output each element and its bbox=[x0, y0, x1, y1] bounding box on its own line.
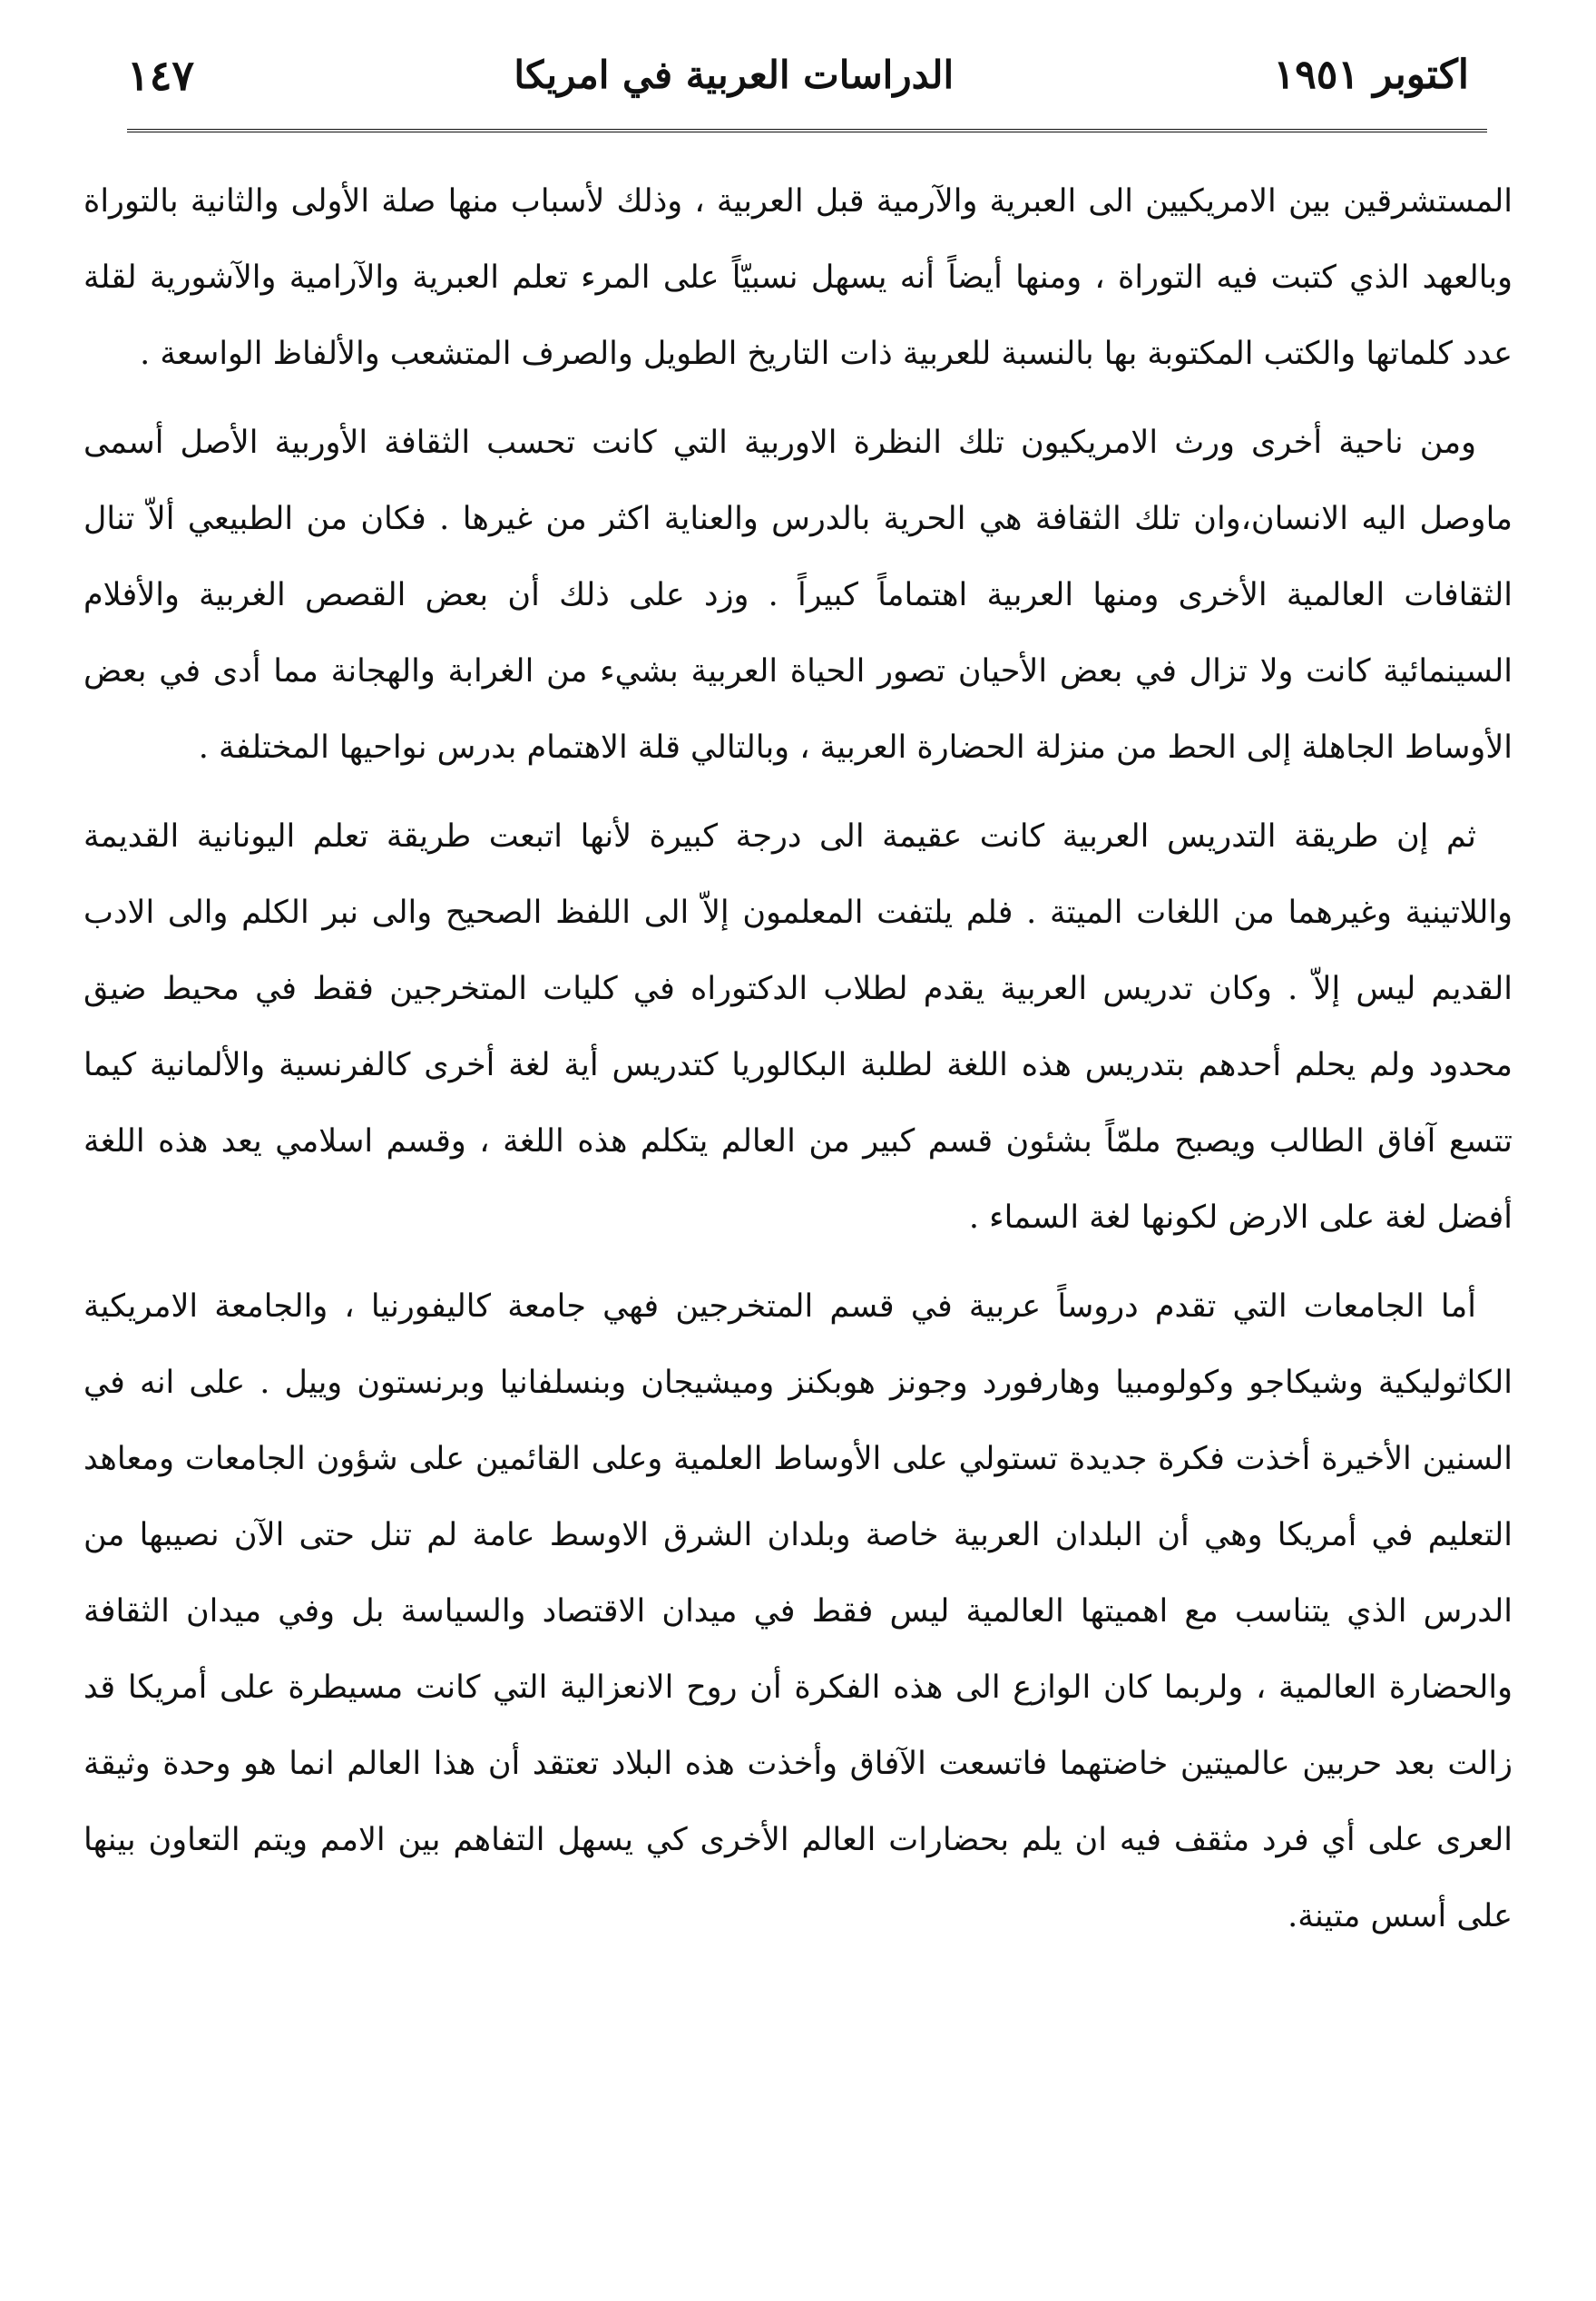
header-date: اكتوبر ١٩٥١ bbox=[1273, 52, 1469, 98]
body-paragraph-1: المستشرقين بين الامريكيين الى العبرية والآرمية قبل العربية ، وذلك لأسباب منها صلة الأولى والثانية بالتوراة وبالعهد الذي كتبت فيه التوراة ، ومنها أيضاً أنه يسهل نسبيّاً على المرء تعلم العبرية والآرامية والآشورية لقلة عدد كلماتها والكتب المكتوبة بها بالنسبة للعربية ذات التاريخ الطويل والصرف المتشعب والألفاظ الواسعة . bbox=[83, 183, 1513, 372]
running-header bbox=[127, 44, 1469, 107]
body-paragraph-2: ومن ناحية أخرى ورث الامريكيون تلك النظرة الاوربية التي كانت تحسب الثقافة الأوربية الأصل أسمى ماوصل اليه الانسان،وان تلك الثقافة هي الحرية بالدرس والعناية اكثر من غيرها . فكان من الطبيعي ألاّ تنال الثقافات العالمية الأخرى ومنها العربية اهتماماً كبيراً . وزد على ذلك أن بعض القصص الغربية والأفلام السينمائية كانت ولا تزال في بعض الأحيان تصور الحياة العربية بشيء من الغرابة والهجانة مما أدى في بعض الأوساط الجاهلة إلى الحط من منزلة الحضارة العربية ، وبالتالي قلة الاهتمام بدرس نواحيها المختلفة . bbox=[83, 425, 1513, 766]
header-divider bbox=[127, 129, 1487, 132]
page-number: ١٤٧ bbox=[127, 51, 195, 100]
header-title: الدراسات العربية في امريكا bbox=[514, 53, 955, 97]
article-body bbox=[83, 163, 1513, 1967]
body-paragraph-3: ثم إن طريقة التدريس العربية كانت عقيمة الى درجة كبيرة لأنها اتبعت طريقة تعلم اليونانية القديمة واللاتينية وغيرهما من اللغات الميتة . فلم يلتفت المعلمون إلاّ الى اللفظ الصحيح والى نبر الكلم والى الادب القديم ليس إلاّ . وكان تدريس العربية يقدم لطلاب الدكتوراه في كليات المتخرجين فقط في محيط ضيق محدود ولم يحلم أحدهم بتدريس هذه اللغة لطلبة البكالوريا كتدريس أية لغة أخرى كالفرنسية والألمانية كيما تتسع آفاق الطالب ويصبح ملمّاً بشئون قسم كبير من العالم يتكلم هذه اللغة ، وقسم اسلامي يعد هذه اللغة أفضل لغة على الارض لكونها لغة السماء . bbox=[83, 818, 1513, 1236]
body-paragraph-4: أما الجامعات التي تقدم دروساً عربية في قسم المتخرجين فهي جامعة كاليفورنيا ، والجامعة الامريكية الكاثوليكية وشيكاجو وكولومبيا وهارفورد وجونز هوبكنز وميشيجان وبنسلفانيا وبرنستون وييل . على انه في السنين الأخيرة أخذت فكرة جديدة تستولي على الأوساط العلمية وعلى القائمين على شؤون الجامعات ومعاهد التعليم في أمريكا وهي أن البلدان العربية خاصة وبلدان الشرق الاوسط عامة لم تنل حتى الآن نصيبها من الدرس الذي يتناسب مع اهميتها العالمية ليس فقط في ميدان الاقتصاد والسياسة بل وفي ميدان الثقافة والحضارة العالمية ، ولربما كان الوازع الى هذه الفكرة أن روح الانعزالية التي كانت مسيطرة على أمريكا قد زالت بعد حربين عالميتين خاضتهما فاتسعت الآفاق وأخذت هذه البلاد تعتقد أن هذا العالم انما هو وحدة وثيقة العرى على أي فرد مثقف فيه ان يلم بحضارات العالم الأخرى كي يسهل التفاهم بين الامم ويتم التعاون بينها على أسس متينة. bbox=[83, 1288, 1513, 1934]
